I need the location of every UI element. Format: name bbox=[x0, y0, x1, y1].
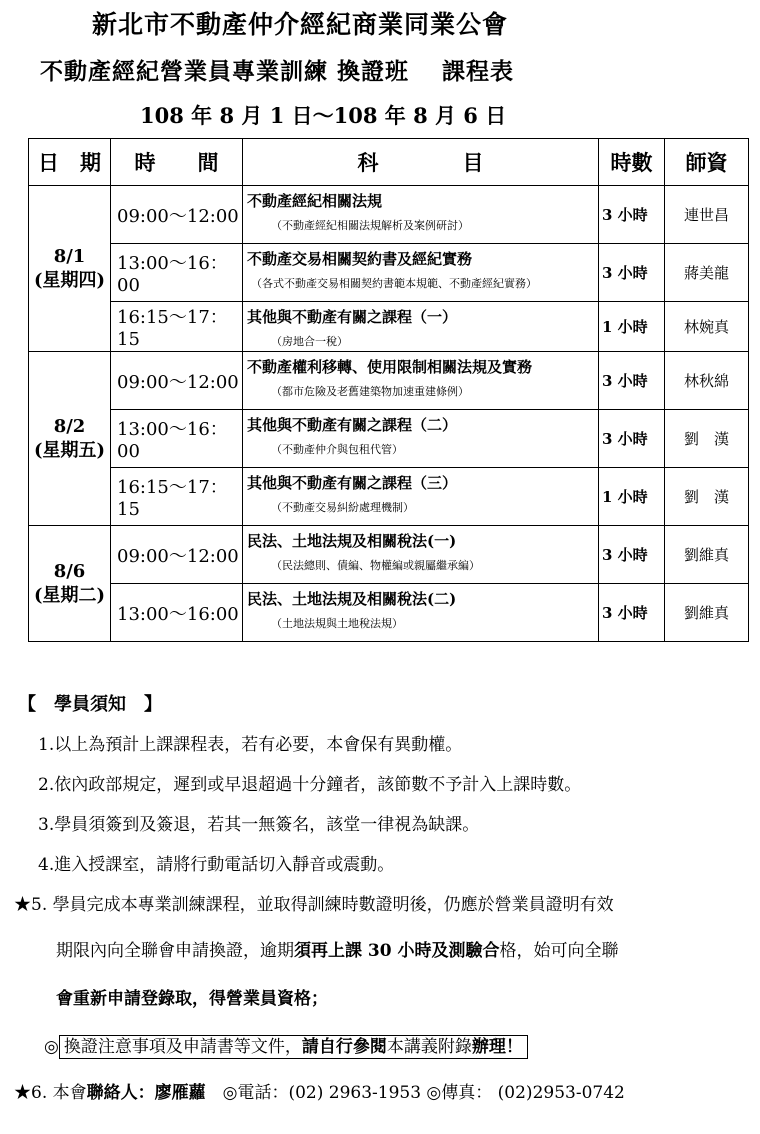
subject: 不動產交易相關契約書及經紀實務 bbox=[247, 250, 473, 268]
subject-cell bbox=[243, 352, 599, 410]
notice-line bbox=[44, 1032, 528, 1057]
note-5-emphasis: 須再上課 30 小時及測驗合 bbox=[294, 941, 500, 961]
subject-cell bbox=[243, 526, 599, 584]
notice-mark: ◎ bbox=[44, 1037, 59, 1057]
time-cell: 16:15～17：15 bbox=[111, 302, 243, 352]
teacher-cell: 林秋綿 bbox=[665, 352, 749, 410]
note-2: 2.依內政部規定，遲到或早退超過十分鐘者，該節數不予計入上課時數。 bbox=[38, 775, 582, 795]
note-5-line-1: ★5. 學員完成本專業訓練課程，並取得訓練時數證明後，仍應於營業員證明有效 bbox=[14, 895, 614, 915]
date-cell bbox=[29, 526, 111, 642]
subject-detail: （房地合一稅） bbox=[271, 335, 348, 348]
note-6-text: ★6. 本會 bbox=[14, 1083, 87, 1103]
table-row bbox=[29, 244, 749, 302]
header-teacher: 師資 bbox=[665, 139, 749, 186]
hours-cell: 3 小時 bbox=[599, 526, 665, 584]
hours-cell: 1 小時 bbox=[599, 468, 665, 526]
hours-cell: 3 小時 bbox=[599, 410, 665, 468]
table-row bbox=[29, 526, 749, 584]
date: 8/2 bbox=[53, 415, 86, 437]
table-row bbox=[29, 584, 749, 642]
schedule-table bbox=[28, 138, 749, 642]
header-date: 日 期 bbox=[29, 139, 111, 186]
table-row bbox=[29, 410, 749, 468]
header-hours: 時數 bbox=[599, 139, 665, 186]
time-cell: 13:00～16:00 bbox=[111, 584, 243, 642]
hours-cell: 1 小時 bbox=[599, 302, 665, 352]
hours-cell: 3 小時 bbox=[599, 244, 665, 302]
time-cell: 09:00～12:00 bbox=[111, 526, 243, 584]
contact-numbers: ◎電話：(02) 2963-1953 ◎傳真： (02)2953-0742 bbox=[205, 1083, 625, 1103]
subject: 不動產權利移轉、使用限制相關法規及實務 bbox=[247, 358, 533, 376]
subject-detail: （不動產仲介與包租代管） bbox=[271, 443, 403, 456]
teacher-cell: 劉 漢 bbox=[665, 410, 749, 468]
table-row bbox=[29, 302, 749, 352]
weekday: (星期二) bbox=[33, 584, 106, 606]
weekday: (星期五) bbox=[33, 439, 106, 461]
date-range: 108 年 8 月 1 日～108 年 8 月 6 日 bbox=[140, 103, 507, 128]
note-6 bbox=[14, 1078, 625, 1103]
note-3: 3.學員須簽到及簽退，若其一無簽名，該堂一律視為缺課。 bbox=[38, 815, 480, 835]
table-header-row bbox=[29, 139, 749, 186]
contact-person: 聯絡人：廖雁蘿 bbox=[86, 1083, 206, 1103]
header-time: 時 間 bbox=[111, 139, 243, 186]
notice-text: 本講義附錄 bbox=[386, 1037, 472, 1057]
hours-cell: 3 小時 bbox=[599, 186, 665, 244]
time-cell: 09:00～12:00 bbox=[111, 352, 243, 410]
date-cell bbox=[29, 186, 111, 352]
hours-cell: 3 小時 bbox=[599, 584, 665, 642]
subject-cell bbox=[243, 410, 599, 468]
teacher-cell: 劉維真 bbox=[665, 526, 749, 584]
org-title: 新北市不動產仲介經紀商業同業公會 bbox=[91, 10, 508, 39]
note-4: 4.進入授課室，請將行動電話切入靜音或震動。 bbox=[38, 855, 395, 875]
subject: 民法、土地法規及相關稅法(一) bbox=[247, 532, 457, 550]
notice-emphasis: 辦理！ bbox=[471, 1037, 523, 1057]
date: 8/6 bbox=[53, 560, 86, 582]
note-5-text: 期限內向全聯會申請換證，逾期 bbox=[56, 941, 294, 961]
note-5-line-3: 會重新申請登錄取，得營業員資格； bbox=[56, 989, 328, 1009]
subject-detail: （各式不動產交易相關契約書範本規範、不動產經紀實務） bbox=[251, 277, 537, 290]
date-cell bbox=[29, 352, 111, 526]
teacher-cell: 劉 漢 bbox=[665, 468, 749, 526]
subject-detail: （都市危險及老舊建築物加速重建條例） bbox=[271, 385, 469, 398]
time-cell: 13:00～16：00 bbox=[111, 244, 243, 302]
notice-text: 換證注意事項及申請書等文件， bbox=[63, 1037, 302, 1057]
teacher-cell: 連世昌 bbox=[665, 186, 749, 244]
subject-cell bbox=[243, 468, 599, 526]
subject-detail: （土地法規與土地稅法規） bbox=[271, 617, 403, 630]
subject: 其他與不動產有關之課程（二） bbox=[247, 416, 458, 434]
subject-cell bbox=[243, 186, 599, 244]
notice-emphasis: 請自行參閱 bbox=[301, 1037, 387, 1057]
subject-cell bbox=[243, 244, 599, 302]
header-subject: 科 目 bbox=[243, 139, 599, 186]
subject: 其他與不動產有關之課程（三） bbox=[247, 474, 458, 492]
note-5-text: 格，始可向全聯 bbox=[499, 941, 619, 961]
subject: 民法、土地法規及相關稅法(二) bbox=[247, 590, 457, 608]
date: 8/1 bbox=[53, 245, 86, 267]
subject-cell bbox=[243, 584, 599, 642]
teacher-cell: 蔣美龍 bbox=[665, 244, 749, 302]
notes-title: 【 學員須知 】 bbox=[18, 694, 162, 715]
subject-detail: （不動產交易糾紛處理機制） bbox=[271, 501, 414, 514]
table-row bbox=[29, 186, 749, 244]
subject-detail: （民法總則、債編、物權編或親屬繼承編） bbox=[271, 559, 480, 572]
subject-detail: （不動產經紀相關法規解析及案例研討） bbox=[271, 219, 469, 232]
subject: 其他與不動產有關之課程（一） bbox=[247, 308, 458, 326]
weekday: (星期四) bbox=[33, 269, 106, 291]
teacher-cell: 林婉真 bbox=[665, 302, 749, 352]
time-cell: 13:00～16：00 bbox=[111, 410, 243, 468]
time-cell: 16:15～17：15 bbox=[111, 468, 243, 526]
note-5-line-2 bbox=[56, 936, 619, 961]
table-row bbox=[29, 468, 749, 526]
time-cell: 09:00～12:00 bbox=[111, 186, 243, 244]
hours-cell: 3 小時 bbox=[599, 352, 665, 410]
teacher-cell: 劉維真 bbox=[665, 584, 749, 642]
note-1: 1.以上為預計上課課程表，若有必要，本會保有異動權。 bbox=[38, 735, 463, 755]
subject-cell bbox=[243, 302, 599, 352]
table-row bbox=[29, 352, 749, 410]
notice-box bbox=[59, 1035, 528, 1059]
course-title: 不動產經紀營業員專業訓練 換證班 課程表 bbox=[40, 58, 515, 85]
subject: 不動產經紀相關法規 bbox=[247, 192, 383, 210]
